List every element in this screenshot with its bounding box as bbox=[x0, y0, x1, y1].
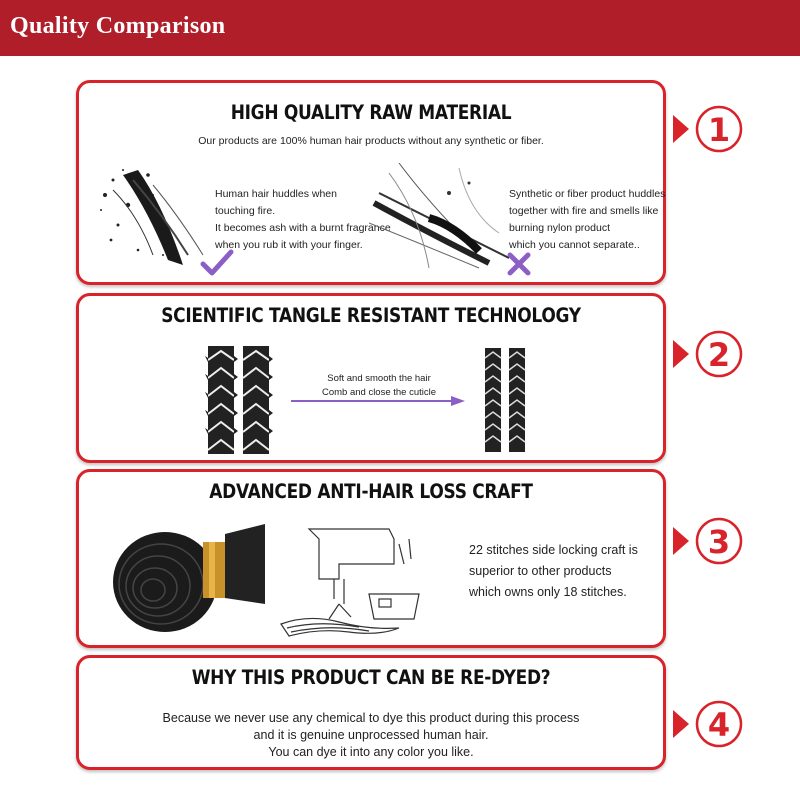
section-re-dye bbox=[76, 655, 666, 770]
synthetic-hair-description: Synthetic or fiber product huddles together with fire and smells like burning nylon product which you cannot separate.. bbox=[509, 188, 666, 251]
pointer-arrow-icon bbox=[673, 710, 689, 738]
badge-number: 2 bbox=[707, 336, 731, 374]
badge-number: 4 bbox=[707, 706, 731, 744]
section-title: SCIENTIFIC TANGLE RESISTANT TECHNOLOGY bbox=[161, 304, 581, 328]
pointer-arrow-icon bbox=[673, 527, 689, 555]
number-badge-1 bbox=[667, 103, 753, 155]
number-badge-2 bbox=[667, 328, 753, 380]
cross-mark-icon bbox=[506, 251, 532, 277]
section-title: HIGH QUALITY RAW MATERIAL bbox=[230, 101, 512, 125]
section-raw-material bbox=[76, 80, 666, 285]
damaged-cuticle-image bbox=[205, 346, 275, 456]
section-subtitle: Our products are 100% human hair products without any synthetic or fiber. bbox=[198, 135, 544, 147]
smooth-cuticle-image bbox=[481, 348, 531, 456]
stitch-description: 22 stitches side locking craft is superior to other products which owns only 18 stitches. bbox=[469, 543, 638, 599]
section-title: WHY THIS PRODUCT CAN BE RE-DYED? bbox=[191, 666, 551, 690]
section-tangle-resistant bbox=[76, 293, 666, 463]
pointer-arrow-icon bbox=[673, 340, 689, 368]
arrow-right-icon bbox=[289, 394, 469, 408]
sewing-machine-image bbox=[279, 524, 429, 639]
header-banner bbox=[0, 0, 800, 56]
number-badge-4 bbox=[667, 698, 753, 750]
human-hair-description: Human hair huddles when touching fire. It becomes ash with a burnt fragrance when you rub it with your finger. bbox=[215, 188, 391, 251]
hair-bundle-image bbox=[105, 524, 265, 634]
badge-number: 3 bbox=[707, 523, 731, 561]
burnt-synthetic-hair-image bbox=[369, 163, 519, 273]
number-badge-3 bbox=[667, 515, 753, 567]
badge-number: 1 bbox=[707, 111, 731, 149]
page-title: Quality Comparison bbox=[10, 13, 226, 39]
re-dye-description: Because we never use any chemical to dye this product during this process and it is genuine unprocessed human hair. You can dye it into any color you like. bbox=[162, 711, 580, 759]
cuticle-caption: Soft and smooth the hair Comb and close the cuticle bbox=[321, 373, 437, 398]
section-title: ADVANCED ANTI-HAIR LOSS CRAFT bbox=[209, 480, 533, 504]
section-anti-hair-loss bbox=[76, 469, 666, 648]
pointer-arrow-icon bbox=[673, 115, 689, 143]
